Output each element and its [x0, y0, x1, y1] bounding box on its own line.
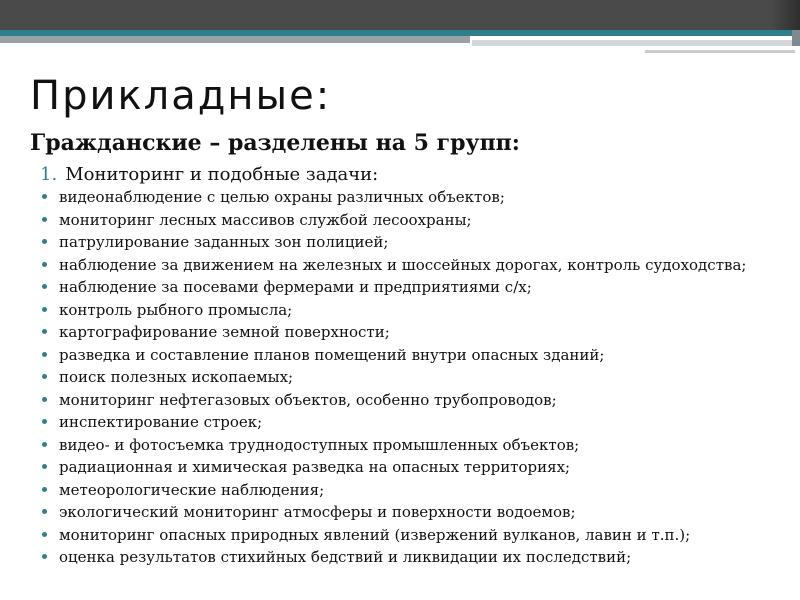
bullet-icon — [42, 262, 47, 267]
list-item-text: радиационная и химическая разведка на опасных территориях; — [59, 458, 571, 476]
slide-subtitle: Гражданские – разделены на 5 групп: — [30, 130, 520, 156]
list-item-text: поиск полезных ископаемых; — [59, 368, 294, 386]
list-item-text: метеорологические наблюдения; — [59, 480, 325, 499]
group-heading — [40, 162, 378, 188]
header-stripe-end — [792, 30, 800, 46]
list-item-text: наблюдение за посевами фермерами и предприятиями с/х; — [59, 278, 532, 296]
list-item — [40, 366, 780, 389]
list-item — [40, 321, 780, 344]
bullet-icon — [42, 307, 47, 312]
list-item-text: наблюдение за движением на железных и шоссейных дорогах, контроль судоходства; — [59, 255, 747, 274]
list-item-text: оценка результатов стихийных бедствий и ликвидации их последствий; — [59, 548, 632, 566]
list-item-text: разведка и составление планов помещений внутри опасных зданий; — [59, 345, 605, 364]
bullet-icon — [42, 487, 47, 492]
bullet-icon — [42, 217, 47, 222]
bullet-icon — [42, 509, 47, 514]
list-item — [40, 434, 780, 457]
bullet-icon — [42, 329, 47, 334]
list-item-text: мониторинг нефтегазовых объектов, особенно трубопроводов; — [59, 390, 557, 409]
list-item-text: видео- и фотосъемка труднодоступных промышленных объектов; — [59, 435, 580, 454]
group-label: Мониторинг и подобные задачи: — [65, 164, 379, 185]
list-item — [40, 411, 780, 434]
bullet-icon — [42, 532, 47, 537]
list-item — [40, 479, 780, 502]
list-item-text: картографирование земной поверхности; — [59, 323, 390, 341]
list-item — [40, 276, 780, 299]
list-item — [40, 344, 780, 367]
group-number: 1. — [40, 164, 58, 185]
header-stripe-thin — [645, 50, 795, 53]
list-item-text: экологический мониторинг атмосферы и поверхности водоемов; — [59, 503, 576, 521]
list-item — [40, 546, 780, 569]
bullet-icon — [42, 397, 47, 402]
list-item-text: контроль рыбного промысла; — [59, 300, 293, 319]
bullet-icon — [42, 352, 47, 357]
list-item — [40, 254, 780, 277]
list-item-text: мониторинг опасных природных явлений (извержений вулканов, лавин и т.п.); — [59, 525, 691, 544]
bullet-icon — [42, 464, 47, 469]
header-bar-shade — [770, 0, 800, 30]
list-item — [40, 524, 780, 547]
item-list — [40, 186, 780, 569]
list-item-text: видеонаблюдение с целью охраны различных объектов; — [59, 188, 505, 206]
list-item — [40, 209, 780, 232]
list-item-text: патрулирование заданных зон полицией; — [59, 233, 389, 251]
bullet-icon — [42, 442, 47, 447]
list-item-text: инспектирование строек; — [59, 413, 263, 431]
bullet-icon — [42, 284, 47, 289]
list-item — [40, 186, 780, 209]
list-item-text: мониторинг лесных массивов службой лесоохраны; — [59, 210, 472, 229]
list-item — [40, 231, 780, 254]
bullet-icon — [42, 374, 47, 379]
bullet-icon — [42, 194, 47, 199]
list-item — [40, 501, 780, 524]
slide-title: Прикладные: — [30, 73, 332, 119]
list-item — [40, 299, 780, 322]
bullet-icon — [42, 554, 47, 559]
list-item — [40, 389, 780, 412]
bullet-icon — [42, 419, 47, 424]
header-bar — [0, 0, 800, 30]
header-stripe-gray — [0, 36, 470, 43]
bullet-icon — [42, 239, 47, 244]
list-item — [40, 456, 780, 479]
header-stripe-light — [472, 40, 792, 46]
